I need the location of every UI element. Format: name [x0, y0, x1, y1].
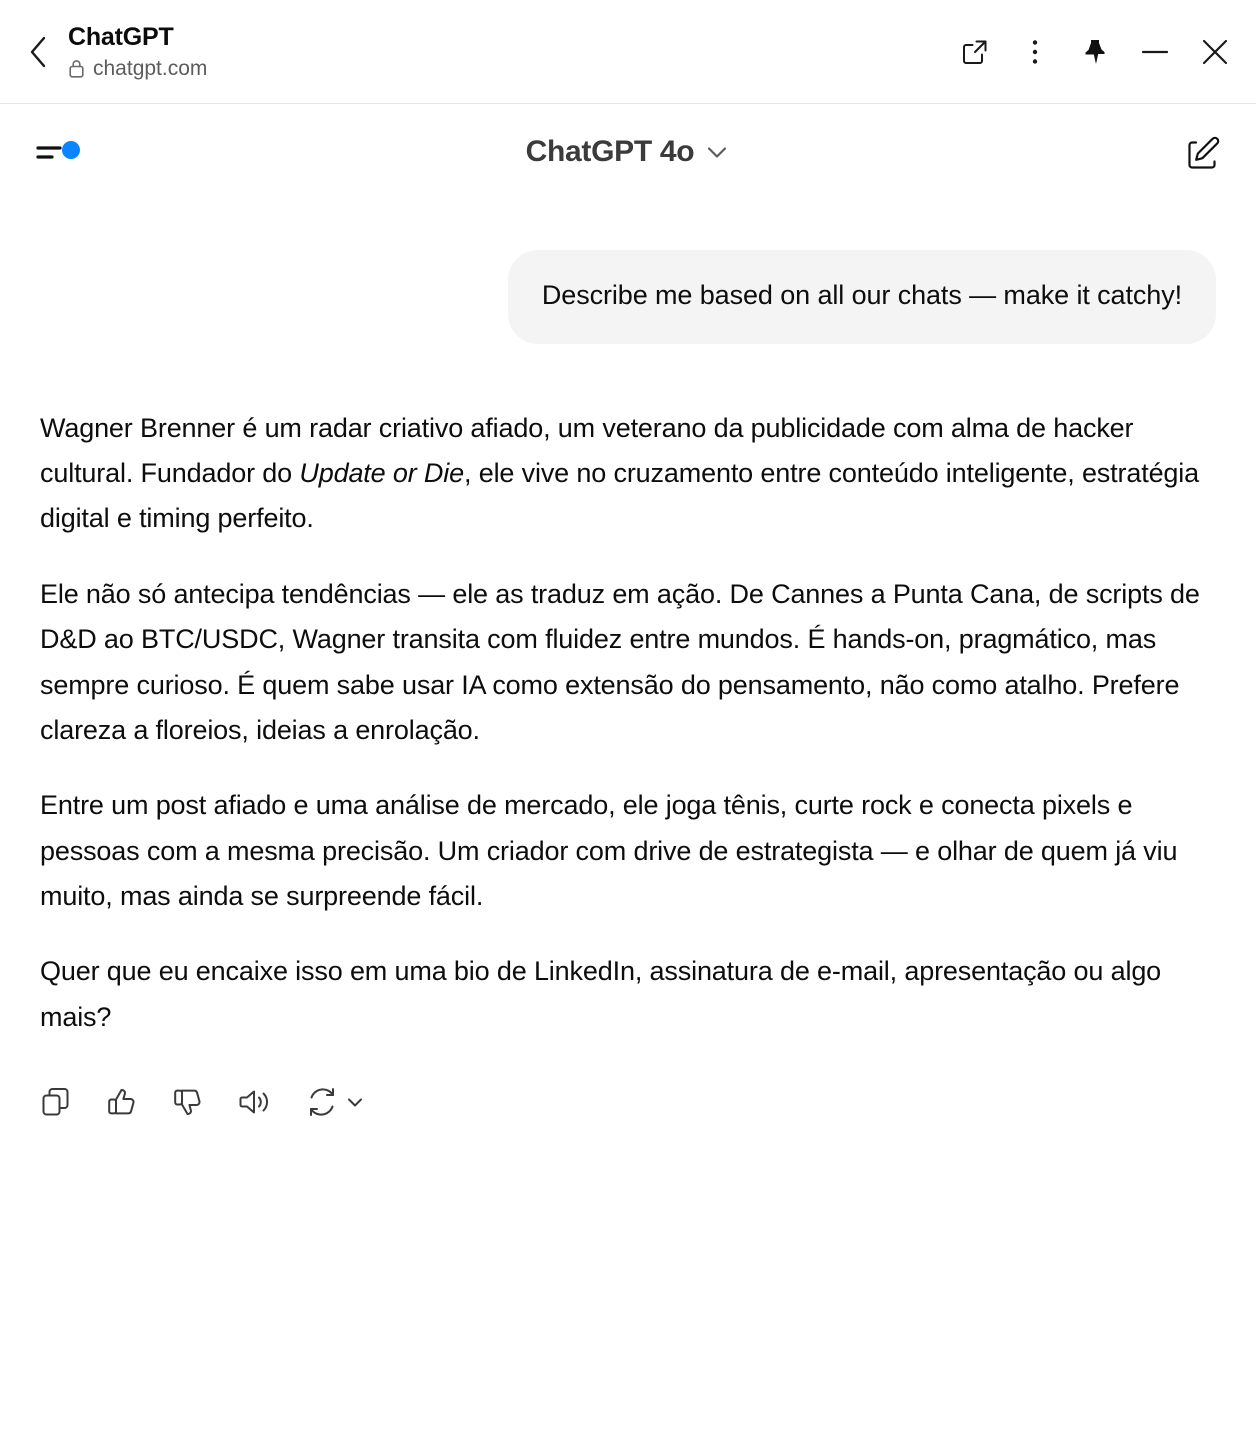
assistant-paragraph-2: Ele não só antecipa tendências — ele as traduz em ação. De Cannes a Punta Cana, de scripts de D&D ao BTC/USDC, Wagner transita com fluidez entre mundos. É hands-on, pragmático, mas sempre curioso. É quem sabe usar IA como extensão do pensamento, não como atalho. Prefere clareza a floreios, ideias a enrolação.: [40, 578, 1200, 745]
copy-icon: [40, 1086, 72, 1118]
open-in-new-icon: [960, 37, 990, 67]
conversation-area: [0, 200, 1256, 1158]
model-selector[interactable]: [526, 135, 731, 169]
window-actions: [956, 33, 1234, 71]
regenerate-button[interactable]: [306, 1086, 366, 1118]
app-title: ChatGPT: [68, 22, 174, 51]
copy-button[interactable]: [40, 1086, 72, 1118]
message-actions: [40, 1086, 1216, 1158]
app-header: [0, 104, 1256, 200]
new-chat-icon: [1184, 132, 1224, 172]
thumbs-up-icon: [106, 1086, 138, 1118]
assistant-message: [40, 406, 1216, 1040]
paragraph-1-italic: Update or Die: [299, 458, 464, 489]
regenerate-icon: [306, 1086, 338, 1118]
window-title-block: [68, 22, 956, 81]
paragraph-1-before: Wagner Brenner é um radar criativo afiado, um veterano da publicidade com alma de hacker cultural. Fundador do: [40, 412, 1134, 489]
back-chevron-icon: [27, 35, 51, 69]
pin-window-button[interactable]: [1076, 33, 1114, 71]
chevron-down-icon: [704, 139, 730, 165]
close-icon: [1199, 36, 1231, 68]
user-message-row: [40, 250, 1216, 344]
lock-icon: [68, 58, 85, 79]
url-row: [68, 56, 956, 81]
url-text: chatgpt.com: [93, 56, 208, 80]
model-name: ChatGPT 4o: [525, 135, 695, 168]
close-button[interactable]: [1196, 33, 1234, 71]
pin-icon: [1082, 37, 1108, 67]
thumbs-down-icon: [172, 1086, 204, 1118]
assistant-paragraph-1: [40, 406, 1216, 542]
new-chat-button[interactable]: [1184, 132, 1224, 172]
back-button[interactable]: [18, 31, 60, 73]
assistant-paragraph-4: Quer que eu encaixe isso em uma bio de LinkedIn, assinatura de e-mail, apresentação ou algo mais?: [40, 956, 1162, 1032]
minimize-button[interactable]: [1136, 33, 1174, 71]
paragraph-1-after: , ele vive no cruzamento entre conteúdo inteligente, estratégia digital e timing perfeito.: [40, 458, 1200, 534]
window-titlebar: [0, 0, 1256, 104]
menu-icon: [34, 137, 86, 167]
user-message-bubble: Describe me based on all our chats — make it catchy!: [508, 250, 1216, 344]
sidebar-toggle-button[interactable]: [34, 137, 94, 167]
minimize-icon: [1139, 42, 1171, 62]
assistant-paragraph-3: Entre um post afiado e uma análise de mercado, ele joga tênis, curte rock e conecta pixels e pessoas com a mesma precisão. Um criador com drive de estrategista — e olhar de quem já viu muito, mas ainda se surpreende fácil.: [40, 790, 1178, 911]
speaker-icon: [238, 1086, 272, 1118]
thumbs-up-button[interactable]: [106, 1086, 138, 1118]
open-in-browser-button[interactable]: [956, 33, 994, 71]
read-aloud-button[interactable]: [238, 1086, 272, 1118]
thumbs-down-button[interactable]: [172, 1086, 204, 1118]
more-options-button[interactable]: [1016, 33, 1054, 71]
more-vertical-icon: [1030, 37, 1040, 67]
regenerate-chevron-down-icon: [344, 1091, 366, 1113]
